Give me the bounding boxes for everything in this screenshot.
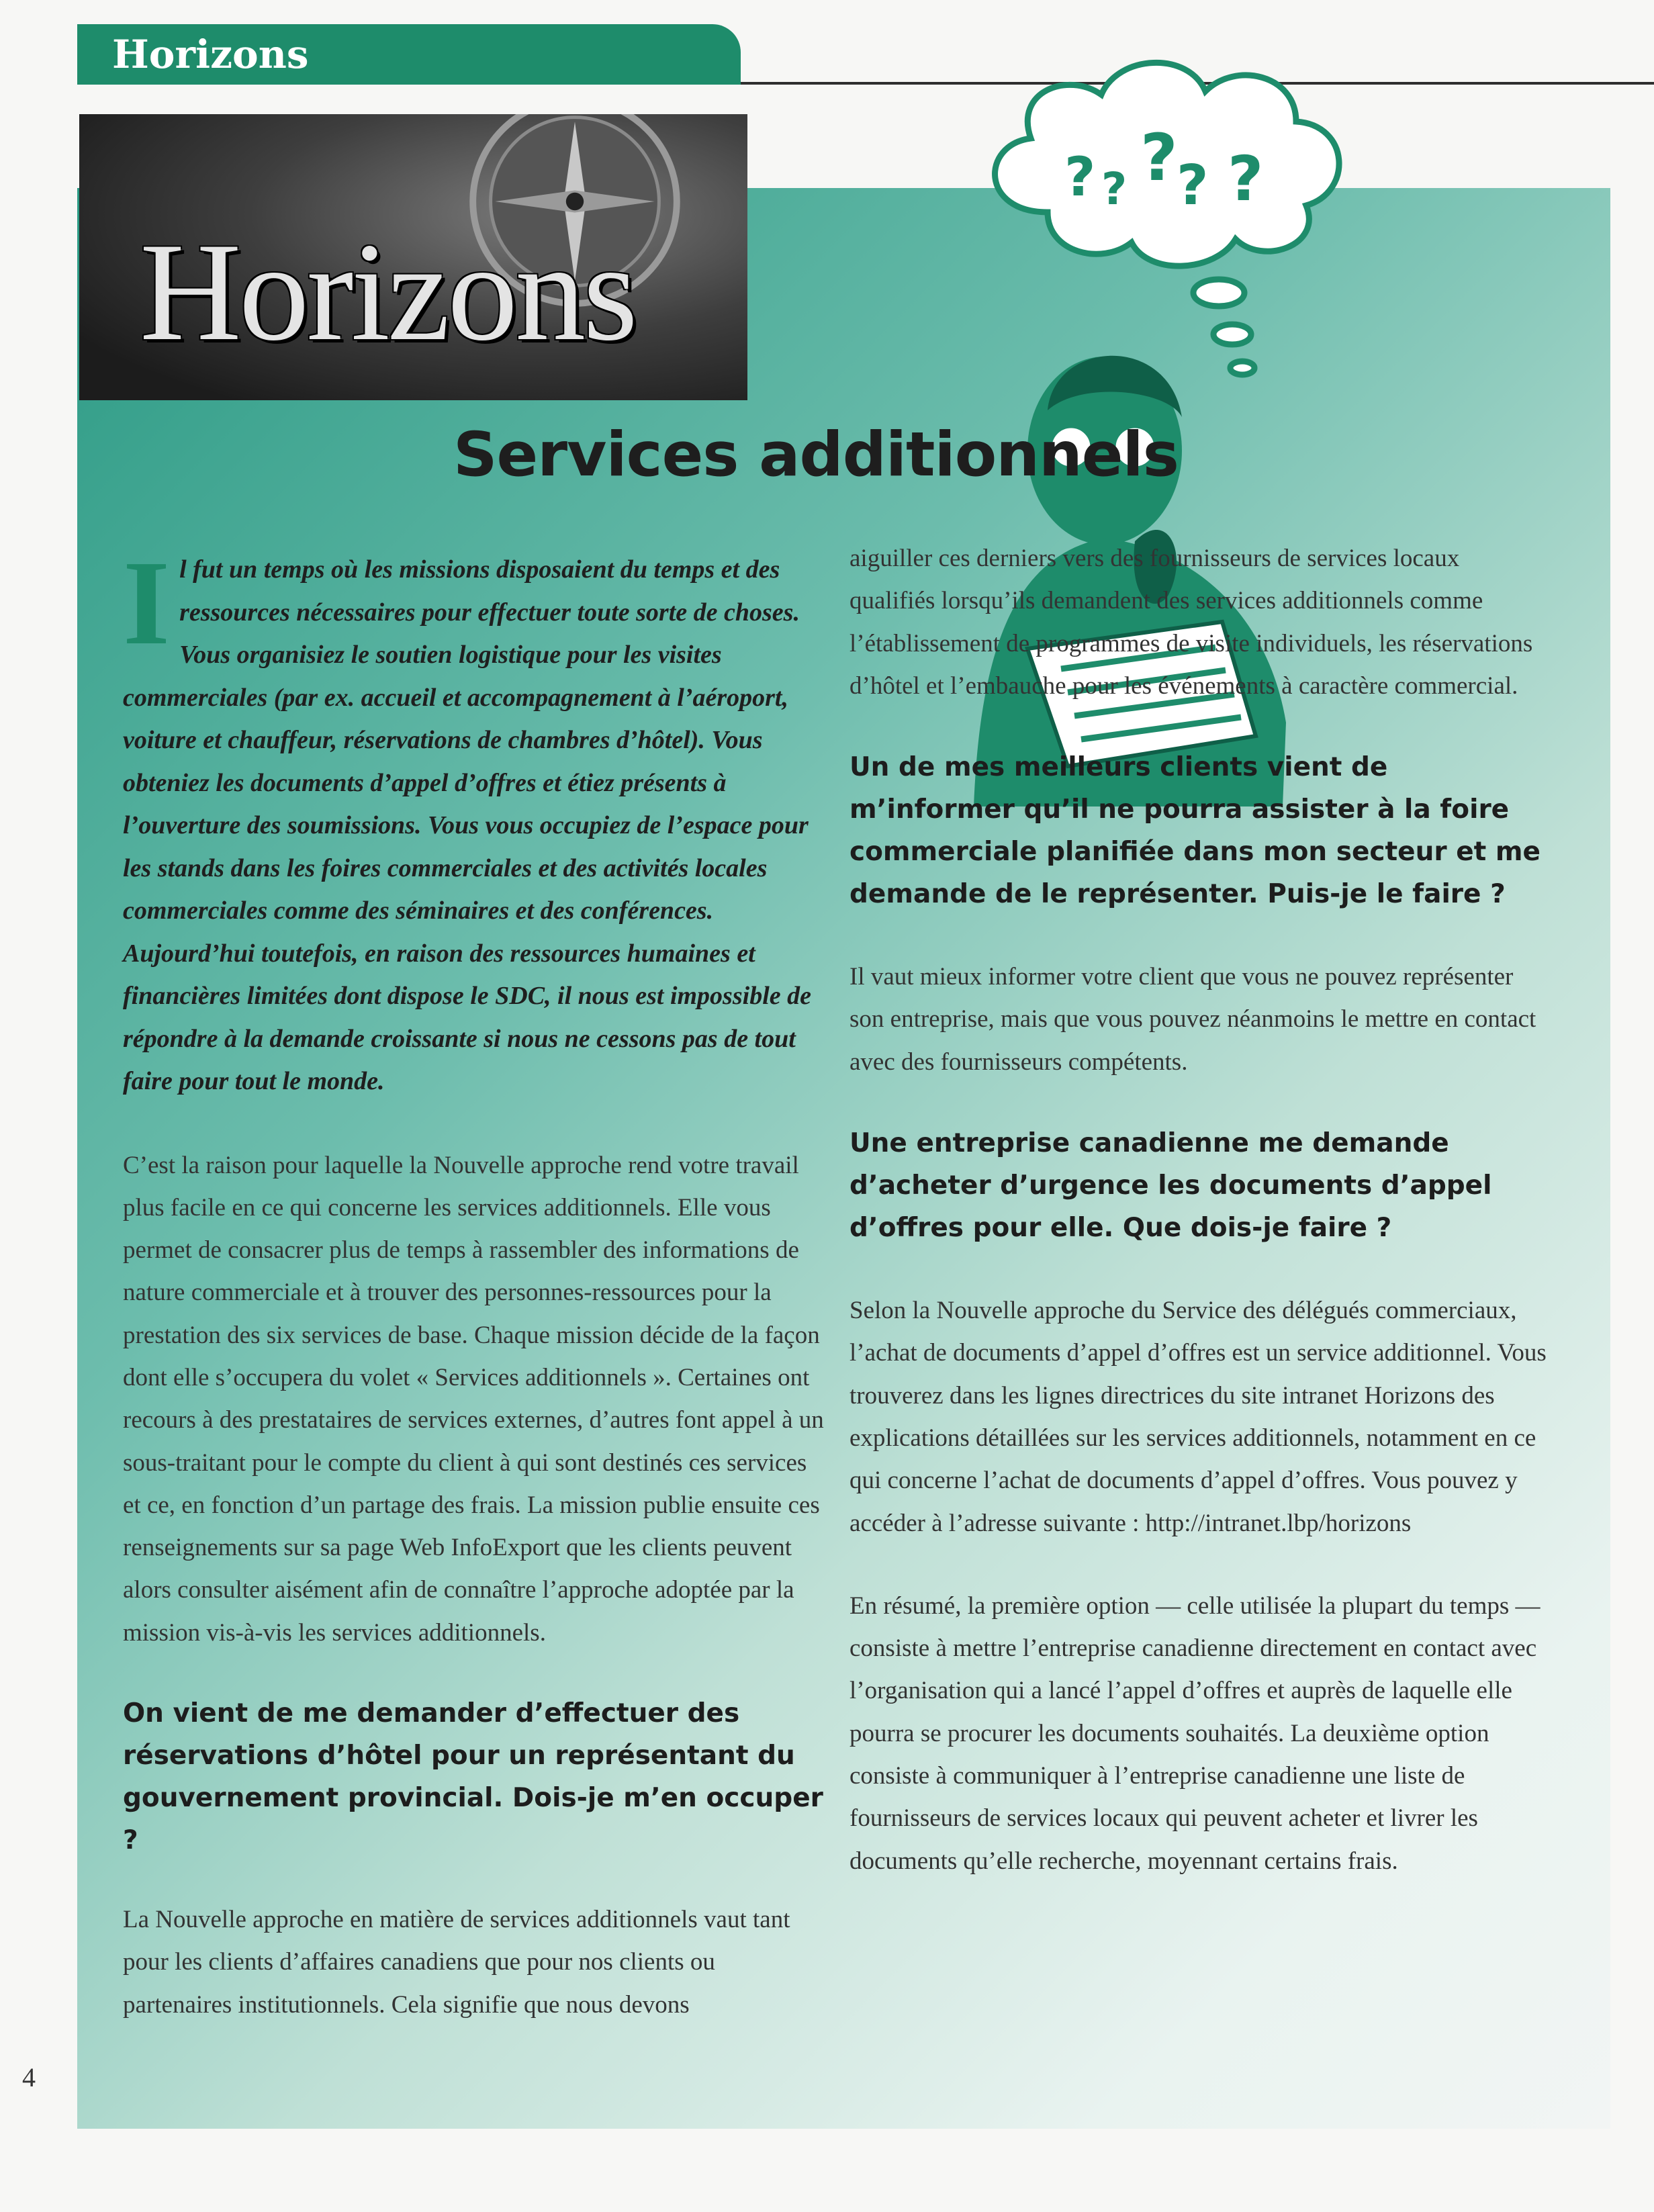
- right-column: [849, 537, 1548, 1882]
- article-headline: Services additionnels: [453, 420, 1179, 490]
- page-number: 4: [22, 2062, 36, 2092]
- drop-cap: I: [123, 536, 171, 670]
- svg-text:?: ?: [1140, 120, 1178, 195]
- horizons-banner: [79, 114, 747, 400]
- paragraph-1: C’est la raison pour laquelle la Nouvelle approche rend votre travail plus facile en ce qui concerne les services additionnels. Elle vous permet de consacrer plus de temps à rassembler des informations de nature commerciale et à trouver des personnes-ressources pour la prestation des six services de base. Chaque mission décide de la façon dont elle s’occupera du volet « Services additionnels ». Certaines ont recours à des prestataires de services externes, d’autres font appel à un sous-traitant pour le compte du client à qui sont destinés ces services et ce, en fonction d’un partage des frais. La mission publie ensuite ces renseignements sur sa page Web InfoExport que les clients peuvent alors consulter aisément afin de connaître l’approche adoptée par la mission vis-à-vis les services additionnels.: [123, 1151, 824, 1647]
- question-3: Une entreprise canadienne me demande d’acheter d’urgence les documents d’appel d’offres pour elle. Que dois-je faire ?: [849, 1128, 1492, 1244]
- answer-1: La Nouvelle approche en matière de services additionnels vaut tant pour les clients d’affaires canadiens que pour nos clients ou partenaires institutionnels. Cela signifie que nous devons: [123, 1906, 790, 2019]
- svg-text:?: ?: [1177, 154, 1209, 218]
- banner-title: Horizons: [140, 214, 635, 370]
- intro-paragraph: [123, 536, 828, 1103]
- svg-text:?: ?: [1064, 146, 1096, 208]
- summary-paragraph: En résumé, la première option — celle utilisée la plupart du temps — consiste à mettre l’entreprise canadienne directement en contact avec l’organisation qui a lancé l’appel d’offres et auprès de laquelle elle pourra se procurer les documents souhaités. La deuxième option consiste à communiquer à l’entreprise canadienne une liste de fournisseurs de services locaux qui peuvent acheter et livrer les documents qu’elle recherche, moyennant certains frais.: [849, 1592, 1541, 1875]
- answer-3: Selon la Nouvelle approche du Service des délégués commerciaux, l’achat de documents d’appel d’offres est un service additionnel. Vous trouverez dans les lignes directrices du site intranet Horizons des explications détaillées sur les services additionnels, notamment en ce qui concerne l’achat de documents d’appel d’offres. Vous pouvez y accéder à l’adresse suivante : http://intranet.lbp/horizons: [849, 1297, 1547, 1537]
- svg-text:?: ?: [1101, 163, 1128, 215]
- answer-2: Il vaut mieux informer votre client que vous ne pouvez représenter son entreprise, mais que vous pouvez néanmoins le mettre en contact avec des fournisseurs compétents.: [849, 963, 1536, 1076]
- answer-1-continued: aiguiller ces derniers vers des fournisseurs de services locaux qualifiés lorsqu’ils demandent des services additionnels comme l’établissement de programmes de visite individuels, les réservations d’hôtel et l’embauche pour les événements à caractère commercial.: [849, 545, 1533, 700]
- svg-text:?: ?: [1228, 143, 1264, 215]
- left-column: [123, 536, 828, 2026]
- question-1: On vient de me demander d’effectuer des réservations d’hôtel pour un représentant du gouvernement provincial. Dois-je m’en occuper ?: [123, 1698, 823, 1856]
- section-tab: [77, 24, 741, 85]
- question-2: Un de mes meilleurs clients vient de m’informer qu’il ne pourra assister à la foire commerciale planifiée dans mon secteur et me demande de le représenter. Puis-je le faire ?: [849, 752, 1541, 910]
- section-tab-label: Horizons: [112, 32, 309, 77]
- intro-text: l fut un temps où les missions disposaient du temps et des ressources nécessaires pour effectuer toute sorte de choses. Vous organisiez le soutien logistique pour les visites commerciales (par ex. accueil et accompagnement à l’aéroport, voiture et chauffeur, réservations de chambres d’hôtel). Vous obteniez les documents d’appel d’offres et étiez présents à l’ouverture des soumissions. Vous vous occupiez de l’espace pour les stands dans les foires commerciales et des activités locales commerciales comme des séminaires et des conférences. Aujourd’hui toutefois, en raison des ressources humaines et financières limitées dont dispose le SDC, il nous est impossible de répondre à la demande croissante si nous ne cessons pas de tout faire pour tout le monde.: [123, 555, 811, 1095]
